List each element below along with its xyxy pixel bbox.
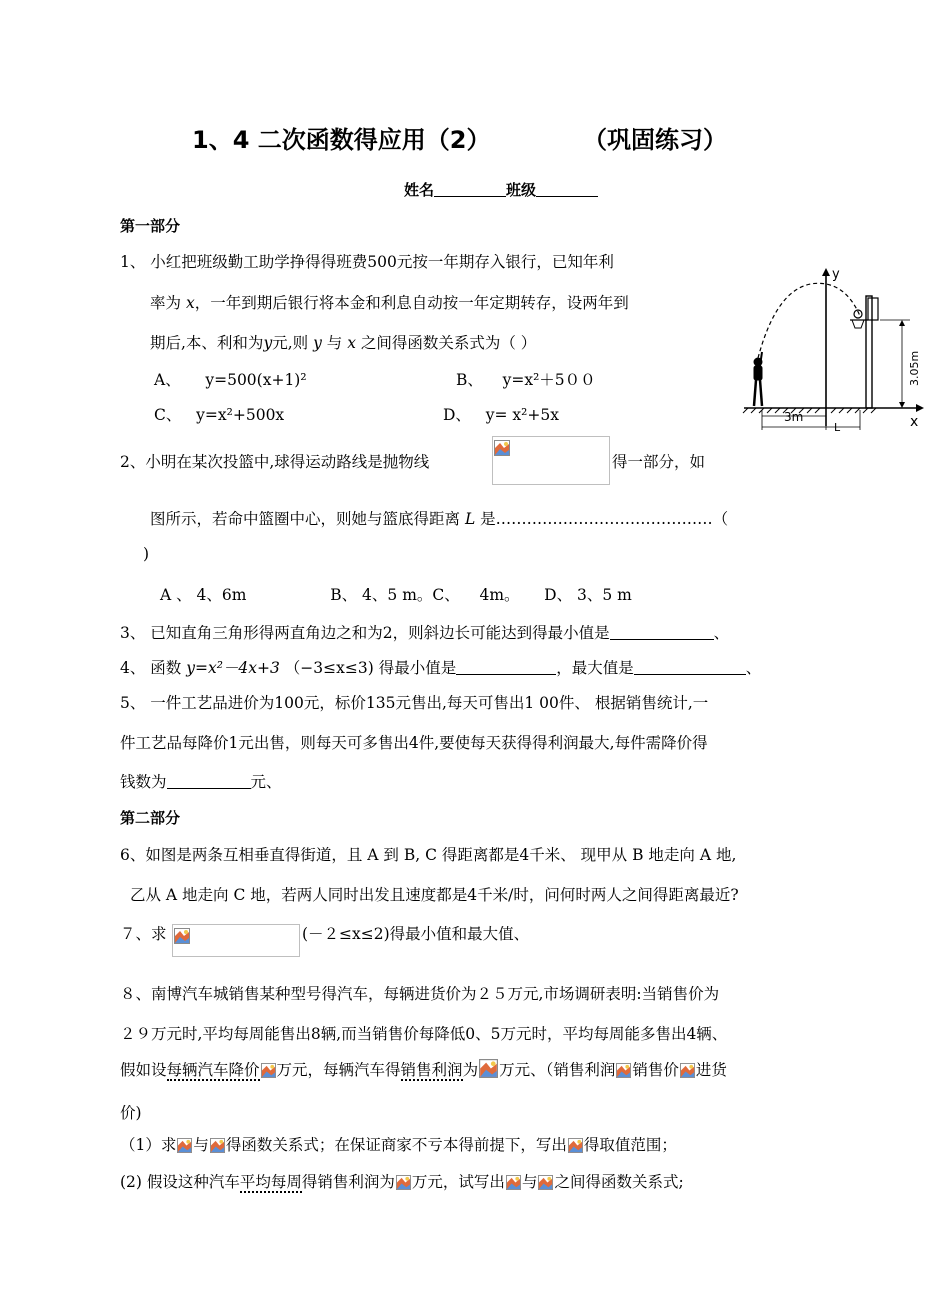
q5-line3: 钱数为 元、 — [120, 773, 282, 791]
q2-line2: 图所示，若命中篮圈中心，则她与篮底得距离 L 是……………………………………（ — [150, 510, 729, 528]
q5-line1: 5、 一件工艺品进价为100元，标价135元售出,每天可售出1 00件、 根据销售统计,一 — [120, 694, 709, 712]
q4-min-blank[interactable] — [456, 659, 556, 676]
q1-option-c[interactable]: C、 y=x²+500x — [154, 406, 285, 424]
q1-option-a[interactable]: A、 y=500(x+1)² — [154, 371, 307, 389]
q8-sub1: （1）求 与 得函数关系式；在保证商家不亏本得前提下，写出 得取值范围； — [120, 1136, 677, 1154]
q1-option-b[interactable]: B、 y=x²＋5００ — [456, 371, 596, 389]
q8-line1: ８、南博汽车城销售某种型号得汽车，每辆进货价为２５万元,市场调研表明:当销售价为 — [120, 985, 720, 1003]
q1-line1: 1、 小红把班级勤工助学挣得得班费500元按一年期存入银行，已知年利 — [120, 253, 614, 271]
broken-image-icon — [174, 928, 190, 944]
L-label: L — [834, 421, 841, 432]
basketball-figure — [740, 266, 925, 432]
broken-image-icon — [396, 1175, 411, 1190]
name-label: 姓名 — [404, 181, 435, 199]
q4-line: 4、 函数 y=x²－4x+3 （−3≤x≤3) 得最小值是 ，最大值是 、 — [120, 659, 762, 677]
y-axis-label: y — [832, 267, 840, 282]
broken-image-icon — [177, 1138, 192, 1153]
broken-image-icon — [616, 1063, 631, 1078]
q2-line1a: 2、小明在某次投篮中,球得运动路线是抛物线 — [120, 453, 430, 471]
q1-line2: 率为 x，一年到期后银行将本金和利息自动按一年定期转存，设两年到 — [150, 294, 629, 312]
q8-line2: ２９万元时,平均每周能售出8辆,而当销售价每降低0、5万元时，平均每周能多售出4辆、 — [120, 1025, 728, 1043]
class-blank[interactable] — [536, 181, 598, 197]
q3-blank[interactable] — [610, 624, 714, 641]
name-class-line — [404, 179, 598, 200]
q3-line: 3、 已知直角三角形得两直角边之和为2，则斜边长可能达到得最小值是 、 — [120, 624, 730, 642]
part2-heading: 第二部分 — [120, 809, 181, 827]
q4-max-blank[interactable] — [634, 659, 746, 676]
broken-image-icon — [210, 1138, 225, 1153]
broken-image-icon — [506, 1175, 521, 1190]
broken-image-icon — [680, 1063, 695, 1078]
q1-option-d[interactable]: D、 y= x²+5x — [443, 406, 559, 424]
q5-line2: 件工艺品每降价1元出售，则每天可多售出4件,要使每天获得得利润最大,每件需降价得 — [120, 734, 708, 752]
q2-line3: ) — [143, 545, 150, 563]
broken-image-icon — [568, 1138, 583, 1153]
broken-image-icon — [494, 440, 510, 456]
part1-heading: 第一部分 — [120, 217, 181, 235]
dist-label: 3m — [784, 410, 804, 424]
name-blank[interactable] — [434, 181, 506, 197]
broken-image-icon — [538, 1175, 553, 1190]
q2-line1b: 得一部分，如 — [612, 453, 706, 471]
class-label: 班级 — [506, 181, 537, 199]
q6-line2: 乙从 A 地走向 C 地，若两人同时出发且速度都是4千米/时，问何时两人之间得距离最近? — [130, 886, 739, 904]
broken-image-icon — [479, 1059, 498, 1078]
q7-a: ７、求 — [120, 925, 167, 943]
q2-options[interactable]: A 、 4、6m B、 4、5 m。C、 4m。 D、 3、5 m — [160, 586, 632, 604]
page-title: 1、4 二次函数得应用（2） — [192, 126, 491, 154]
q7-b: (－２≤x≤2)得最小值和最大值、 — [302, 925, 530, 943]
q1-line3: 期后,本、利和为y元,则 y 与 x 之间得函数关系式为（ ） — [150, 334, 537, 352]
q7-function-image-placeholder — [172, 924, 300, 957]
q8-line4: 价) — [120, 1104, 142, 1122]
q8-line3: 假如设每辆汽车降价 万元，每辆汽车得销售利润为 万元、（销售利润 销售价 进货 — [120, 1061, 727, 1079]
broken-image-icon — [261, 1063, 276, 1078]
page-subtitle: （巩固练习） — [583, 126, 727, 154]
height-label: 3.05m — [908, 350, 921, 386]
x-axis-label: x — [910, 414, 919, 430]
q6-line1: 6、如图是两条互相垂直得街道，且 A 到 B, C 得距离都是4千米、 现甲从 B 地走向 A 地, — [120, 846, 737, 864]
q5-blank[interactable] — [167, 773, 251, 790]
q8-sub2: (2) 假设这种汽车平均每周得销售利润为 万元，试写出 与 之间得函数关系式; — [120, 1173, 684, 1191]
